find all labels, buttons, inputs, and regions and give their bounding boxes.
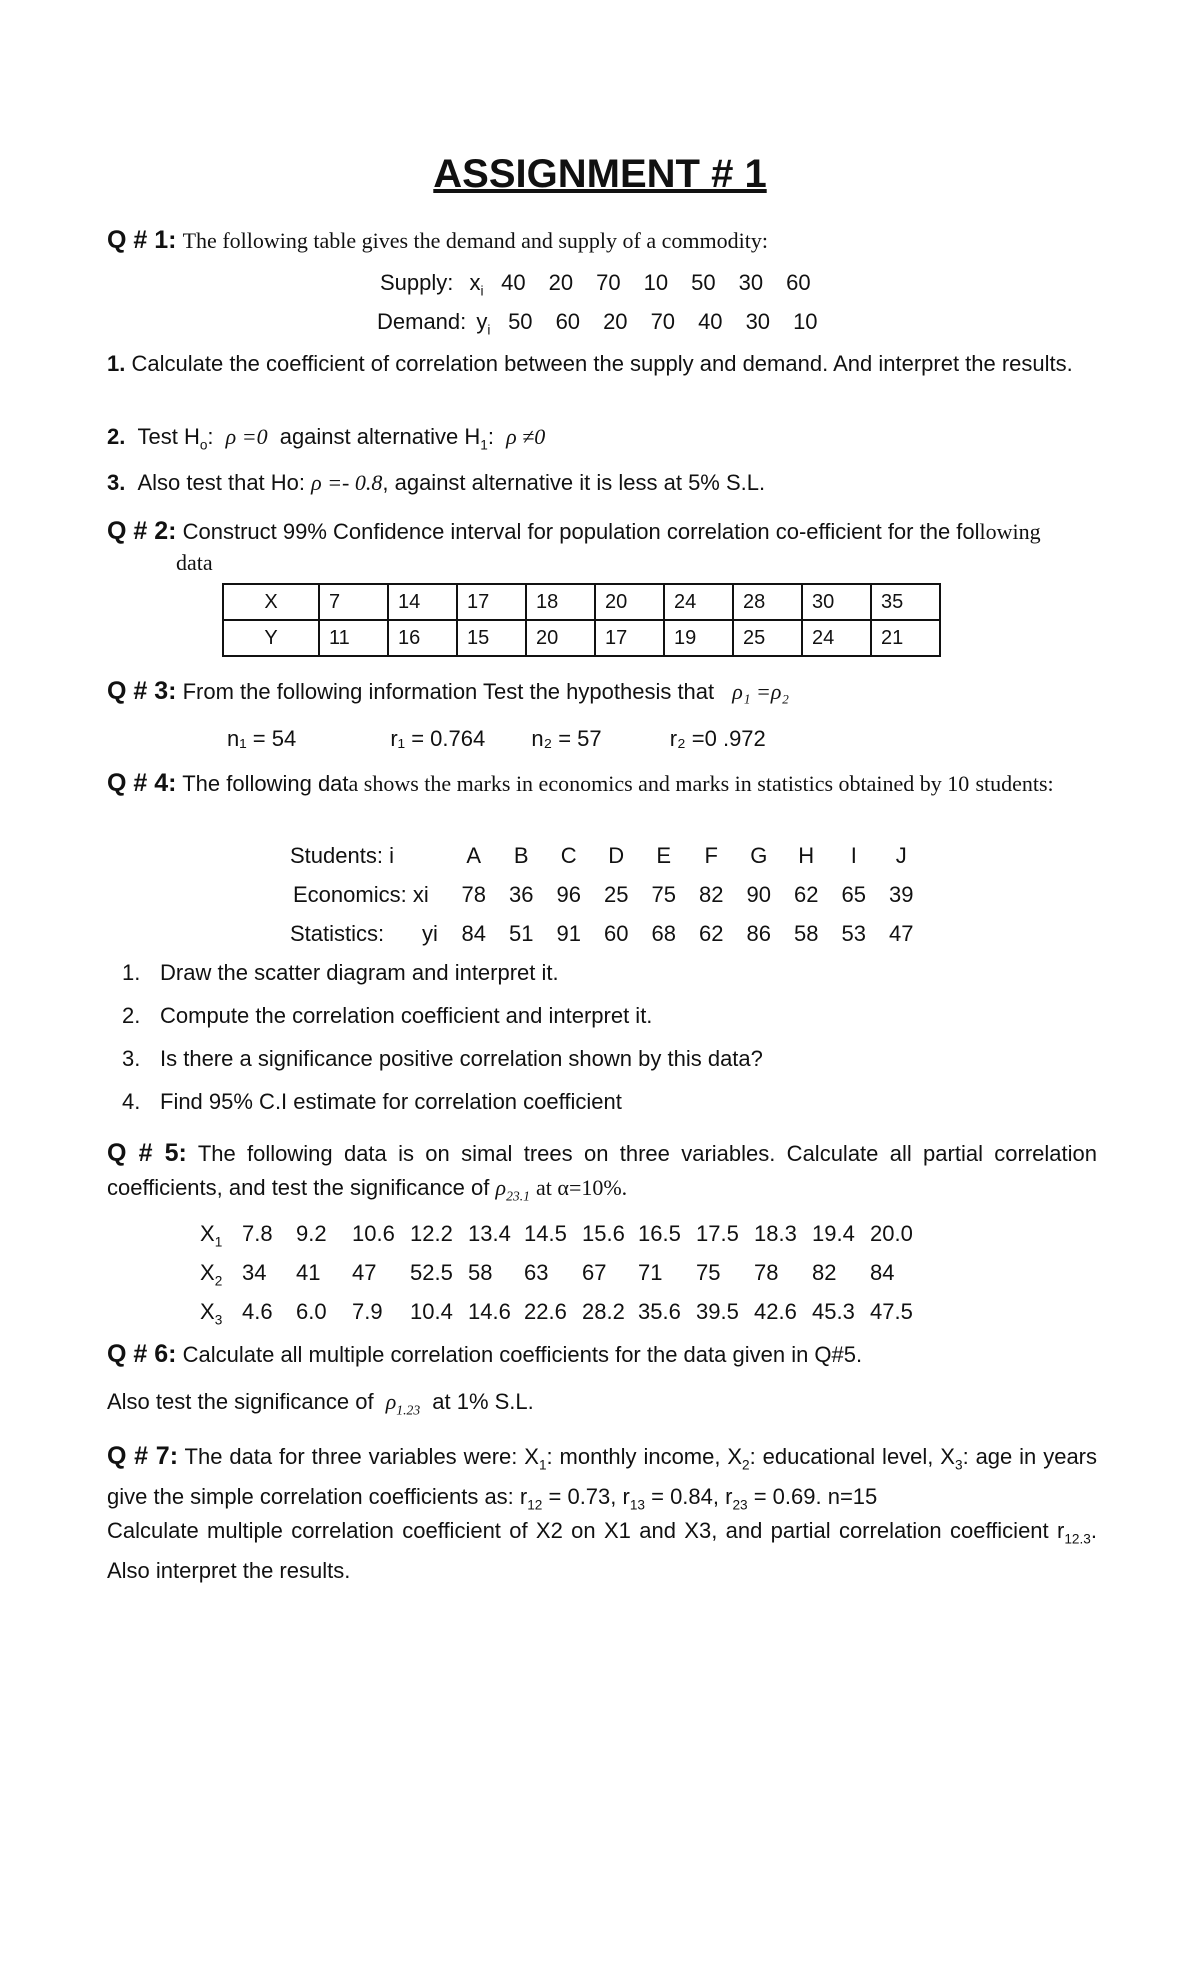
q4-statistics-row bbox=[290, 921, 925, 947]
statistics-mark: 68 bbox=[651, 921, 676, 946]
q5-value: 15.6 bbox=[582, 1221, 625, 1246]
supply-value: 20 bbox=[548, 270, 574, 295]
demand-values bbox=[497, 309, 830, 334]
table-cell: 17 bbox=[457, 584, 526, 620]
q4-item-1: 1. Draw the scatter diagram and interpret it. bbox=[122, 960, 559, 985]
statistics-mark: 47 bbox=[889, 921, 914, 946]
q6-text2: Also test the significance of bbox=[107, 1389, 374, 1414]
student-id: J bbox=[895, 843, 907, 868]
item-number: 2. bbox=[107, 424, 126, 449]
q2-text-cont: data bbox=[176, 550, 213, 575]
statistics-var: yi bbox=[422, 921, 438, 946]
q3-n2: n₂ = 57 bbox=[531, 726, 602, 751]
student-id: A bbox=[466, 843, 482, 868]
q4-item-4: 4. Find 95% C.I estimate for correlation coefficient bbox=[122, 1089, 622, 1114]
q4-text-cont: students: bbox=[975, 771, 1054, 796]
table-cell: 21 bbox=[871, 620, 940, 656]
students-label: Students: i bbox=[290, 843, 394, 868]
q5-value: 10.4 bbox=[410, 1299, 453, 1324]
q5-rho: $\rho_{23.1}$ bbox=[495, 1175, 530, 1204]
q2-label: Q # 2: bbox=[107, 517, 177, 545]
item-text: Calculate the coefficient of correlation between the supply and demand. And interpret the results. bbox=[131, 351, 1073, 376]
q5-value: 18.3 bbox=[754, 1221, 797, 1246]
economics-label: Economics: xi bbox=[293, 882, 429, 907]
q5-value: 28.2 bbox=[582, 1299, 625, 1324]
q6-text2-tail: at 1% S.L. bbox=[432, 1389, 534, 1414]
q6-heading bbox=[107, 1340, 862, 1369]
table-header-x: X bbox=[223, 584, 319, 620]
demand-value: 50 bbox=[508, 309, 533, 334]
supply-value: 40 bbox=[501, 270, 526, 295]
demand-value: 70 bbox=[650, 309, 676, 334]
q3-heading bbox=[107, 677, 789, 706]
q5-value: 67 bbox=[582, 1260, 607, 1285]
assignment-title: ASSIGNMENT # 1 bbox=[433, 152, 767, 196]
null-hypothesis: ρ =0 bbox=[225, 424, 268, 449]
q5-value: 6.0 bbox=[296, 1299, 327, 1324]
statistics-values bbox=[450, 921, 925, 946]
q6-label: Q # 6: bbox=[107, 1340, 177, 1368]
table-cell: 35 bbox=[871, 584, 940, 620]
student-id: G bbox=[750, 843, 768, 868]
q5-value: 75 bbox=[696, 1260, 721, 1285]
table-row bbox=[223, 584, 940, 620]
statistics-mark: 62 bbox=[699, 921, 724, 946]
economics-mark: 65 bbox=[841, 882, 866, 907]
q1-item-2: 2. Test $H_o$: ρ =0 against alternative $H_1$: ρ ≠0 bbox=[107, 424, 546, 453]
supply-value: 70 bbox=[596, 270, 621, 295]
economics-mark: 25 bbox=[604, 882, 629, 907]
item-text: Draw the scatter diagram and interpret it. bbox=[160, 960, 559, 985]
student-id: B bbox=[513, 843, 529, 868]
table-cell: 24 bbox=[664, 584, 733, 620]
students-values bbox=[450, 843, 925, 868]
q6-line2 bbox=[107, 1389, 534, 1418]
q4-item-2: 2. Compute the correlation coefficient and interpret it. bbox=[122, 1003, 653, 1028]
q2-text-tail: lowing bbox=[979, 519, 1041, 544]
q5-text: The following data is on simal trees on three variables. Calculate all partial correlation bbox=[197, 1141, 1097, 1166]
variable-label: $X_3$ bbox=[200, 1299, 223, 1328]
economics-mark: 36 bbox=[509, 882, 534, 907]
student-id: D bbox=[608, 843, 625, 868]
supply-label: Supply: bbox=[380, 270, 454, 295]
q5-row-x2 bbox=[200, 1260, 928, 1288]
economics-mark: 82 bbox=[699, 882, 724, 907]
q7-para2: Calculate multiple correlation coefficient of X2 on X1 and X3, and partial correlation coefficient $r_{12.3}$. Also interpret the results. bbox=[107, 1518, 1097, 1584]
q5-label: Q # 5: bbox=[107, 1139, 187, 1167]
q5-value: 7.8 bbox=[242, 1221, 273, 1246]
variable-label: $X_2$ bbox=[200, 1260, 223, 1289]
item-text: Test H bbox=[137, 424, 200, 449]
demand-label: Demand: bbox=[377, 309, 467, 334]
q5-value: 45.3 bbox=[812, 1299, 855, 1324]
economics-mark: 90 bbox=[746, 882, 771, 907]
statistics-label: Statistics: bbox=[290, 921, 385, 946]
student-id: F bbox=[704, 843, 718, 868]
q5-value: 7.9 bbox=[352, 1299, 383, 1324]
q5-value: 14.6 bbox=[468, 1299, 511, 1324]
q5-heading bbox=[107, 1136, 1097, 1213]
table-cell: 14 bbox=[388, 584, 457, 620]
q5-value: 14.5 bbox=[524, 1221, 567, 1246]
q5-row-x1 bbox=[200, 1221, 928, 1249]
demand-var: $y_i$ bbox=[476, 309, 491, 338]
table-cell: 30 bbox=[802, 584, 871, 620]
student-id: H bbox=[798, 843, 815, 868]
q5-value: 39.5 bbox=[696, 1299, 739, 1324]
q5-value: 19.4 bbox=[812, 1221, 855, 1246]
economics-mark: 75 bbox=[651, 882, 676, 907]
table-cell: 20 bbox=[526, 620, 595, 656]
q7-heading: Q # 7: The data for three variables were: $X_1$: monthly income, $X_2$: educational level, $X_3$: age in years give the simple correlation coefficients as: $r_{12} = 0.73$, $r_{13} = 0.84$, $r_{23} = 0.69$. n=15 bbox=[107, 1442, 1097, 1513]
q5-value: 84 bbox=[870, 1260, 895, 1285]
q1-item-1 bbox=[107, 348, 1097, 379]
q5-value: 52.5 bbox=[410, 1260, 453, 1285]
q4-economics-row bbox=[293, 882, 925, 908]
q4-item-3: 3. Is there a significance positive correlation shown by this data? bbox=[122, 1046, 763, 1071]
q5-value: 22.6 bbox=[524, 1299, 567, 1324]
table-header-y: Y bbox=[223, 620, 319, 656]
economics-mark: 39 bbox=[889, 882, 914, 907]
q5-value: 82 bbox=[812, 1260, 837, 1285]
supply-values bbox=[490, 270, 823, 295]
supply-var: $x_i$ bbox=[469, 270, 484, 299]
q5-value: 34 bbox=[242, 1260, 267, 1285]
economics-mark: 78 bbox=[461, 882, 486, 907]
statistics-mark: 51 bbox=[509, 921, 534, 946]
q5-value: 58 bbox=[468, 1260, 493, 1285]
q3-label: Q # 3: bbox=[107, 677, 177, 705]
statistics-mark: 86 bbox=[746, 921, 771, 946]
economics-mark: 96 bbox=[556, 882, 581, 907]
statistics-mark: 53 bbox=[841, 921, 866, 946]
q4-students-row bbox=[290, 843, 925, 869]
table-cell: 15 bbox=[457, 620, 526, 656]
q5-value: 47 bbox=[352, 1260, 377, 1285]
table-cell: 20 bbox=[595, 584, 664, 620]
variable-label: $X_1$ bbox=[200, 1221, 223, 1250]
statistics-mark: 58 bbox=[794, 921, 819, 946]
q5-value: 47.5 bbox=[870, 1299, 913, 1324]
table-cell: 16 bbox=[388, 620, 457, 656]
q3-n1: n₁ = 54 bbox=[227, 726, 297, 751]
q5-value: 10.6 bbox=[352, 1221, 395, 1246]
table-cell: 24 bbox=[802, 620, 871, 656]
q5-value: 35.6 bbox=[638, 1299, 681, 1324]
table-cell: 28 bbox=[733, 584, 802, 620]
demand-value: 20 bbox=[603, 309, 628, 334]
alt-hypothesis: ρ ≠0 bbox=[506, 424, 546, 449]
economics-mark: 62 bbox=[794, 882, 819, 907]
supply-value: 10 bbox=[643, 270, 669, 295]
q3-text: From the following information Test the hypothesis that bbox=[182, 679, 715, 704]
q3-r1: r₁ = 0.764 bbox=[390, 726, 486, 751]
q5-value: 12.2 bbox=[410, 1221, 453, 1246]
q5-text-cont: coefficients, and test the significance of bbox=[107, 1175, 490, 1200]
q5-value: 16.5 bbox=[638, 1221, 681, 1246]
table-row bbox=[223, 620, 940, 656]
demand-value: 60 bbox=[555, 309, 581, 334]
q1-supply-row bbox=[380, 270, 822, 298]
q5-value: 78 bbox=[754, 1260, 779, 1285]
q5-alpha: at α=10%. bbox=[536, 1175, 628, 1200]
demand-value: 30 bbox=[745, 309, 771, 334]
item-text: against alternative H bbox=[279, 424, 481, 449]
q6-text: Calculate all multiple correlation coefficients for the data given in Q#5. bbox=[182, 1342, 863, 1367]
q5-value: 71 bbox=[638, 1260, 663, 1285]
q1-label: Q # 1: bbox=[107, 226, 177, 254]
q5-row-x3 bbox=[200, 1299, 928, 1327]
q1-item-3 bbox=[107, 470, 765, 496]
q3-r2: r₂ =0 .972 bbox=[669, 726, 766, 751]
item-text: Also test that Ho: bbox=[137, 470, 306, 495]
q4-label: Q # 4: bbox=[107, 769, 177, 797]
q5-value: 17.5 bbox=[696, 1221, 739, 1246]
q2-text: Construct 99% Confidence interval for population correlation co-efficient for the fol bbox=[182, 519, 980, 544]
q5-value: 20.0 bbox=[870, 1221, 913, 1246]
q2-heading bbox=[107, 516, 1097, 547]
item-text: Find 95% C.I estimate for correlation coefficient bbox=[160, 1089, 622, 1114]
supply-value: 60 bbox=[786, 270, 811, 295]
q5-value: 41 bbox=[296, 1260, 321, 1285]
q7-label: Q # 7: bbox=[107, 1442, 179, 1470]
q1-demand-row bbox=[377, 309, 829, 337]
q1-text: The following table gives the demand and supply of a commodity: bbox=[182, 228, 768, 253]
q3-params bbox=[227, 726, 766, 752]
q5-value: 9.2 bbox=[296, 1221, 327, 1246]
q5-value: 42.6 bbox=[754, 1299, 797, 1324]
q6-rho: $\rho_{1.23}$ bbox=[385, 1389, 421, 1418]
statistics-mark: 60 bbox=[604, 921, 629, 946]
demand-value: 10 bbox=[793, 309, 818, 334]
q1-heading bbox=[107, 226, 768, 255]
table-cell: 11 bbox=[319, 620, 388, 656]
q5-value: 13.4 bbox=[468, 1221, 511, 1246]
student-id: I bbox=[850, 843, 857, 868]
q2-data-table bbox=[222, 583, 941, 657]
student-id: C bbox=[560, 843, 577, 868]
supply-value: 30 bbox=[738, 270, 764, 295]
table-cell: 19 bbox=[664, 620, 733, 656]
q4-heading bbox=[107, 768, 1097, 799]
item-number: 1. bbox=[107, 351, 126, 376]
demand-value: 40 bbox=[698, 309, 723, 334]
student-id: E bbox=[656, 843, 672, 868]
table-cell: 17 bbox=[595, 620, 664, 656]
item-number: 3. bbox=[107, 470, 126, 495]
table-cell: 18 bbox=[526, 584, 595, 620]
economics-values bbox=[450, 882, 925, 907]
q4-text-tail: a shows the marks in economics and marks in statistics obtained by 10 bbox=[348, 771, 970, 796]
item-text: Is there a significance positive correlation shown by this data? bbox=[160, 1046, 763, 1071]
table-cell: 7 bbox=[319, 584, 388, 620]
null-hypothesis: ρ =- 0.8 bbox=[311, 470, 383, 495]
supply-value: 50 bbox=[691, 270, 716, 295]
table-cell: 25 bbox=[733, 620, 802, 656]
q5-value: 4.6 bbox=[242, 1299, 273, 1324]
q5-value: 63 bbox=[524, 1260, 549, 1285]
q4-text: The following dat bbox=[182, 771, 349, 796]
q3-hypothesis: ρ₁ =ρ₂ bbox=[732, 679, 790, 704]
statistics-mark: 91 bbox=[556, 921, 581, 946]
statistics-mark: 84 bbox=[461, 921, 486, 946]
item-text: , against alternative it is less at 5% S.L. bbox=[382, 470, 766, 495]
item-text: Compute the correlation coefficient and interpret it. bbox=[160, 1003, 653, 1028]
